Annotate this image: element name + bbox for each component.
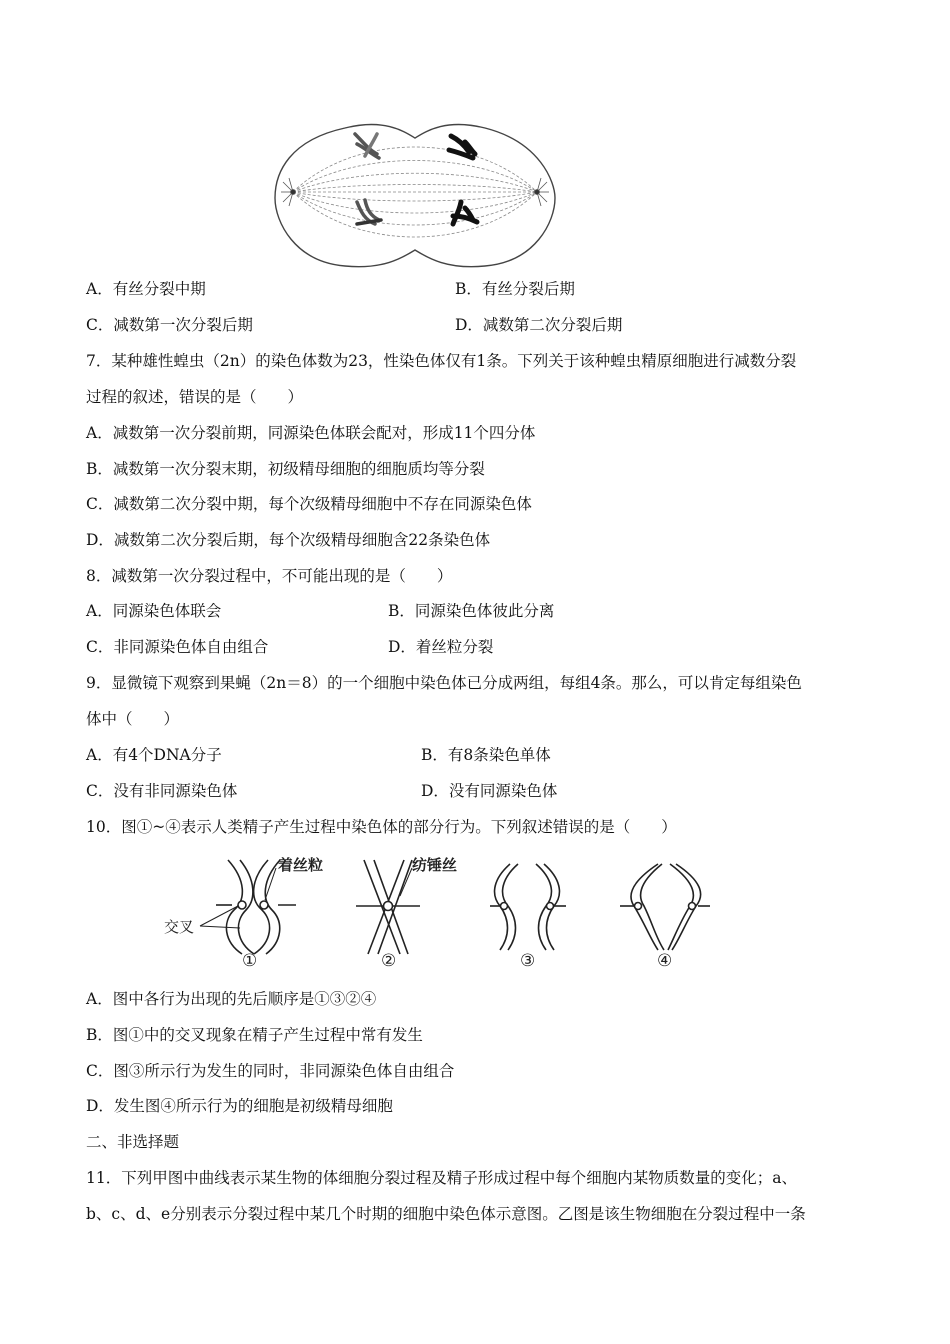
q6-option-d[interactable]: D．减数第二次分裂后期 xyxy=(455,316,623,334)
q10-option-c[interactable]: C．图③所示行为发生的同时，非同源染色体自由组合 xyxy=(86,1062,455,1080)
q9-option-c[interactable]: C．没有非同源染色体 xyxy=(86,782,238,800)
q7-stem-line2: 过程的叙述，错误的是（ ） xyxy=(86,388,304,406)
chromosomes-right xyxy=(449,136,477,224)
q7-option-a[interactable]: A．减数第一次分裂前期，同源染色体联会配对，形成11个四分体 xyxy=(86,424,536,442)
centrosome-left xyxy=(281,178,296,206)
q9-option-a[interactable]: A．有4个DNA分子 xyxy=(86,746,222,764)
q10-option-b[interactable]: B．图①中的交叉现象在精子产生过程中常有发生 xyxy=(86,1026,423,1044)
q7-option-c[interactable]: C．减数第二次分裂中期，每个次级精母细胞中不存在同源染色体 xyxy=(86,495,532,513)
figure-4-chromosomes xyxy=(620,864,710,950)
q9-stem-line2: 体中（ ） xyxy=(86,710,180,728)
figure-3-number: ③ xyxy=(520,951,536,968)
figure-2-number: ② xyxy=(381,951,397,968)
figure-3-chromosomes xyxy=(490,864,566,950)
q9-stem-line1: 9．显微镜下观察到果蝇（2n＝8）的一个细胞中染色体已分成两组，每组4条。那么，可以肯定每组染色 xyxy=(86,674,802,692)
q7-option-d[interactable]: D．减数第二次分裂后期，每个次级精母细胞含22条染色体 xyxy=(86,531,491,549)
label-centromere: 着丝粒 xyxy=(278,857,324,874)
section-title: 二、非选择题 xyxy=(86,1133,180,1151)
q7-option-b[interactable]: B．减数第一次分裂末期，初级精母细胞的细胞质均等分裂 xyxy=(86,460,485,478)
chromosome-behavior-figure xyxy=(150,850,710,968)
q10-stem: 10．图①~④表示人类精子产生过程中染色体的部分行为。下列叙述错误的是（ ） xyxy=(86,818,677,836)
figure-1-crossing-over xyxy=(216,860,296,954)
q6-option-c[interactable]: C．减数第一次分裂后期 xyxy=(86,316,253,334)
q9-option-d[interactable]: D．没有同源染色体 xyxy=(421,782,558,800)
figure-1-number: ① xyxy=(242,951,258,968)
chromosomes-left xyxy=(355,134,381,224)
q11-line1: 11．下列甲图中曲线表示某生物的体细胞分裂过程及精子形成过程中每个细胞内某物质数量的变化；a、 xyxy=(86,1169,797,1187)
centrosome-right xyxy=(535,178,550,206)
q8-option-c[interactable]: C．非同源染色体自由组合 xyxy=(86,638,269,656)
q10-option-d[interactable]: D．发生图④所示行为的细胞是初级精母细胞 xyxy=(86,1097,393,1115)
q10-option-a[interactable]: A．图中各行为出现的先后顺序是①③②④ xyxy=(86,990,377,1008)
q9-option-b[interactable]: B．有8条染色单体 xyxy=(421,746,551,764)
q8-option-b[interactable]: B．同源染色体彼此分离 xyxy=(388,602,555,620)
q11-line2: b、c、d、e分别表示分裂过程中某几个时期的细胞中染色体示意图。乙图是该生物细胞在分裂过程中一条 xyxy=(86,1205,806,1223)
figure-4-number: ④ xyxy=(657,951,673,968)
q6-option-a[interactable]: A．有丝分裂中期 xyxy=(86,280,206,298)
q7-stem-line1: 7．某种雄性蝗虫（2n）的染色体数为23，性染色体仅有1条。下列关于该种蝗虫精原细胞进行减数分裂 xyxy=(86,352,797,370)
q8-option-a[interactable]: A．同源染色体联会 xyxy=(86,602,222,620)
label-spindle: 纺锤丝 xyxy=(412,857,458,874)
q6-option-b[interactable]: B．有丝分裂后期 xyxy=(455,280,575,298)
q8-option-d[interactable]: D．着丝粒分裂 xyxy=(388,638,494,656)
cell-division-figure xyxy=(265,112,565,278)
spindle-fibers xyxy=(293,147,537,237)
label-cross: 交叉 xyxy=(164,919,195,936)
figure-2-chromosomes xyxy=(356,860,420,954)
q8-stem: 8．减数第一次分裂过程中，不可能出现的是（ ） xyxy=(86,567,453,585)
